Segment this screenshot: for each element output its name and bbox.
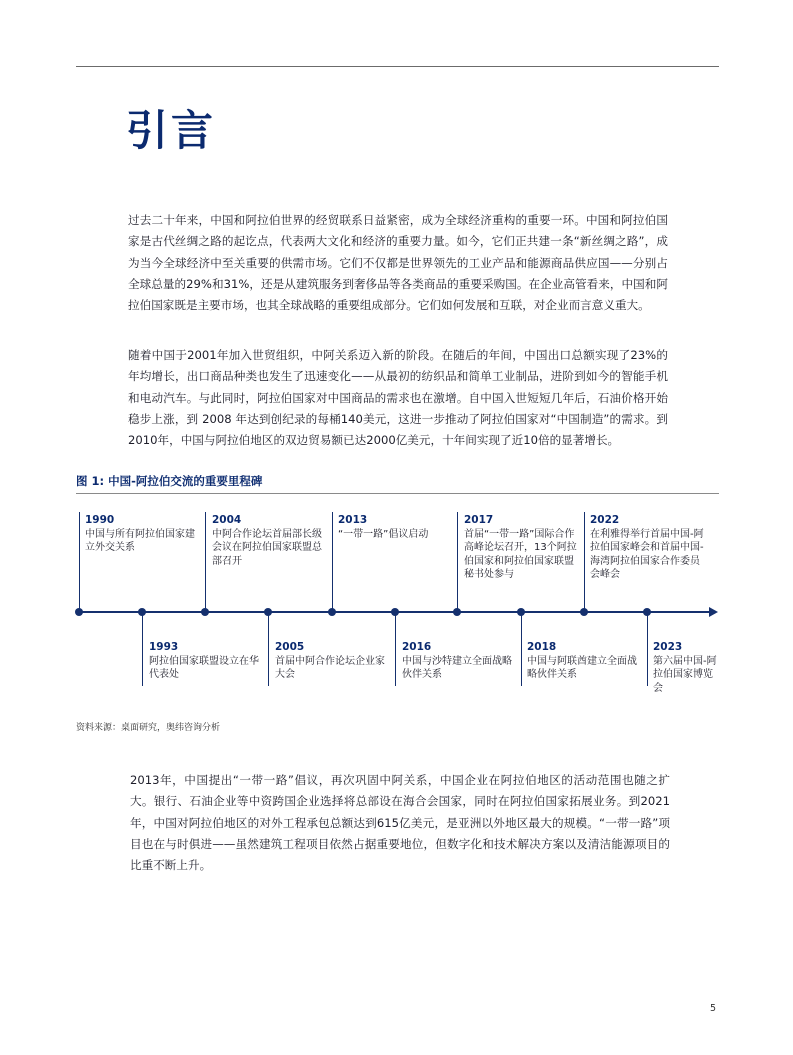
milestone-text: 第六届中国-阿拉伯国家博览会 (653, 656, 717, 694)
milestone-2013 (338, 513, 456, 541)
milestone-2023 (653, 640, 719, 695)
milestone-text: “一带一路”倡议启动 (338, 529, 429, 540)
milestone-text: 中阿合作论坛首届部长级会议在阿拉伯国家联盟总部召开 (212, 529, 322, 567)
milestone-year: 2016 (402, 641, 432, 653)
milestone-dot-2017 (453, 608, 461, 616)
milestone-dot-1993 (138, 608, 146, 616)
milestone-dot-2004 (201, 608, 209, 616)
milestone-year: 2023 (653, 641, 683, 653)
milestone-year: 2004 (212, 514, 242, 526)
milestone-stem-2013 (332, 512, 333, 612)
timeline-arrow-icon (709, 607, 718, 617)
milestone-stem-2016 (395, 612, 396, 686)
milestone-stem-2022 (584, 512, 585, 612)
milestone-dot-2013 (328, 608, 336, 616)
intro-paragraph-2: 随着中国于2001年加入世贸组织，中阿关系迈入新的阶段。在随后的年间，中国出口总额实现了23%的年均增长，出口商品种类也发生了迅速变化——从最初的纺织品和简单工业制品，进阶到如今的智能手机和电动汽车。与此同时，阿拉伯国家对中国商品的需求也在激增。自中国入世短短几年后，石油价格开始稳步上涨，到 2008 年达到创纪录的每桶140美元，这进一步推动了阿拉伯国家对“中国制造”的需求。到2010年，中国与阿拉伯地区的双边贸易额已达2000亿美元，十年间实现了近10倍的显著增长。 (128, 348, 668, 448)
milestone-stem-2018 (521, 612, 522, 686)
milestone-2022 (590, 513, 708, 581)
milestone-1990 (85, 513, 203, 555)
milestone-text: 中国与所有阿拉伯国家建立外交关系 (85, 529, 195, 554)
milestone-year: 2013 (338, 514, 368, 526)
intro-paragraph-3: 2013年，中国提出“一带一路”倡议，再次巩固中阿关系，中国企业在阿拉伯地区的活动范围也随之扩大。银行、石油企业等中资跨国企业选择将总部设在海合会国家，同时在阿拉伯国家拓展业务。到2021年，中国对阿拉伯地区的对外工程承包总额达到615亿美元，是亚洲以外地区最大的规模。“一带一路”项目也在与时俱进——虽然建筑工程项目依然占据重要地位，但数字化和技术解决方案以及清洁能源项目的比重不断上升。 (130, 773, 670, 873)
milestone-2018 (527, 640, 645, 682)
milestone-stem-1990 (79, 512, 80, 612)
top-rule (76, 66, 719, 67)
milestone-year: 1993 (149, 641, 179, 653)
milestone-year: 1990 (85, 514, 115, 526)
figure-rule (76, 493, 719, 494)
milestone-stem-2005 (268, 612, 269, 686)
milestone-text: 在利雅得举行首届中国-阿拉伯国家峰会和首届中国-海湾阿拉伯国家合作委员会峰会 (590, 529, 704, 580)
milestone-text: 中国与阿联酋建立全面战略伙伴关系 (527, 656, 637, 681)
milestone-2016 (402, 640, 520, 682)
milestone-dot-2018 (517, 608, 525, 616)
figure-source: 资料来源：桌面研究，奥纬咨询分析 (76, 723, 221, 733)
milestone-stem-2004 (205, 512, 206, 612)
milestone-dot-2023 (643, 608, 651, 616)
milestone-stem-2017 (457, 512, 458, 612)
milestone-dot-2005 (264, 608, 272, 616)
milestone-2004 (212, 513, 330, 568)
milestone-text: 中国与沙特建立全面战略伙伴关系 (402, 656, 512, 681)
milestone-text: 阿拉伯国家联盟设立在华代表处 (149, 656, 259, 681)
milestone-text: 首届“一带一路”国际合作高峰论坛召开，13个阿拉伯国家和阿拉伯国家联盟秘书处参与 (464, 529, 577, 580)
milestone-1993 (149, 640, 267, 682)
milestone-text: 首届中阿合作论坛企业家大会 (275, 656, 385, 681)
milestone-year: 2017 (464, 514, 494, 526)
milestone-2017 (464, 513, 582, 581)
page-number: 5 (710, 1003, 717, 1014)
intro-paragraph-1: 过去二十年来，中国和阿拉伯世界的经贸联系日益紧密，成为全球经济重构的重要一环。中国和阿拉伯国家是古代丝绸之路的起讫点，代表两大文化和经济的重要力量。如今，它们正共建一条“新丝绸之路”，成为当今全球经济中至关重要的供需市场。它们不仅都是世界领先的工业产品和能源商品供应国——分别占全球总量的29%和31%，还是从建筑服务到奢侈品等各类商品的重要采购国。在企业高管看来，中国和阿拉伯国家既是主要市场，也其全球战略的重要组成部分。它们如何发展和互联，对企业而言意义重大。 (128, 213, 668, 313)
milestone-year: 2018 (527, 641, 557, 653)
milestone-year: 2005 (275, 641, 305, 653)
page-title: 引言 (126, 106, 217, 155)
milestone-dot-1990 (75, 608, 83, 616)
figure-title: 图 1: 中国-阿拉伯交流的重要里程碑 (76, 474, 263, 488)
milestone-dot-2022 (580, 608, 588, 616)
milestone-stem-1993 (142, 612, 143, 686)
milestone-year: 2022 (590, 514, 620, 526)
milestone-2005 (275, 640, 393, 682)
milestone-stem-2023 (647, 612, 648, 686)
milestone-dot-2016 (391, 608, 399, 616)
